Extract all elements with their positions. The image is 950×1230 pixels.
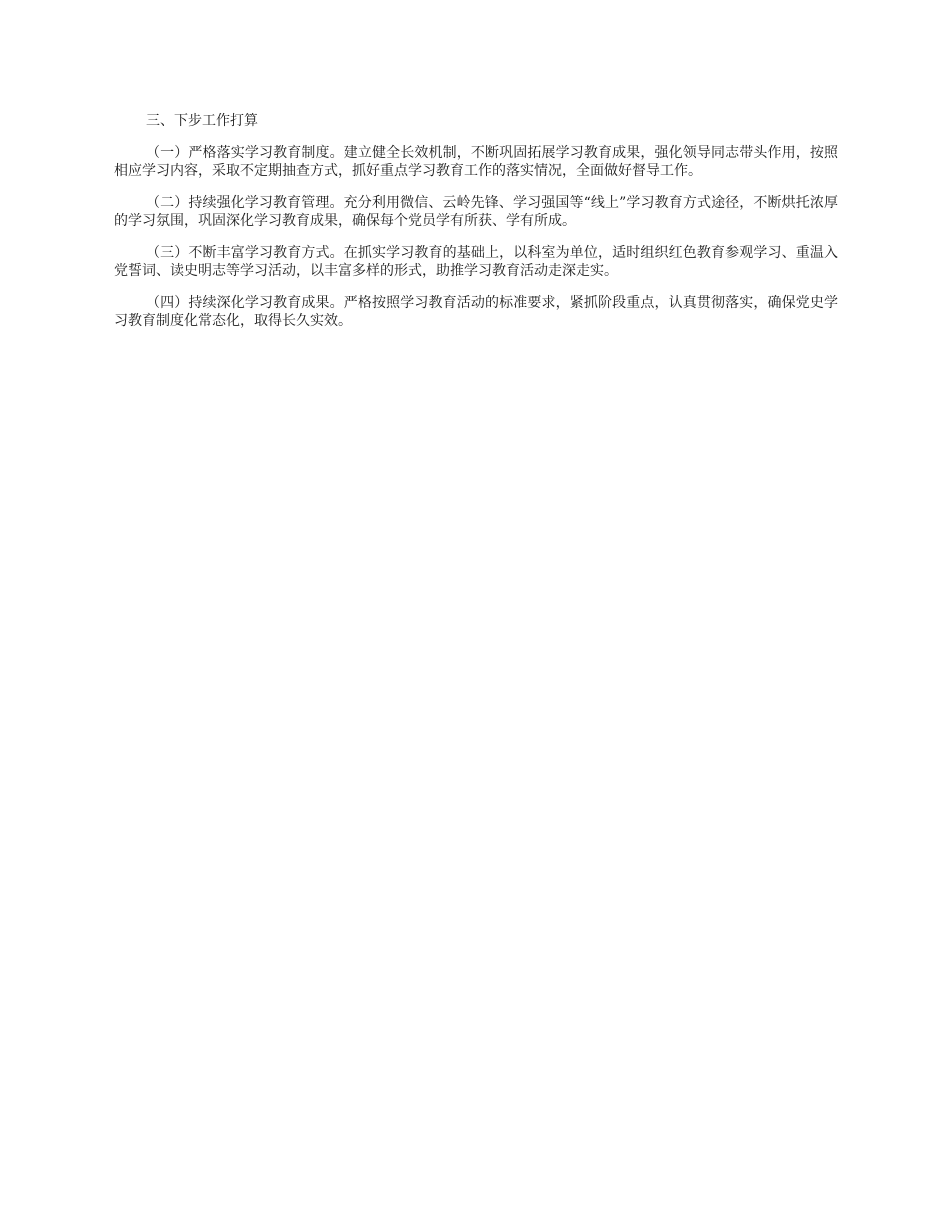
- paragraph-1: （一）严格落实学习教育制度。建立健全长效机制，不断巩固拓展学习教育成果，强化领导同志带头作用，按照相应学习内容，采取不定期抽查方式，抓好重点学习教育工作的落实情况，全面做好督导工作。: [114, 145, 838, 179]
- paragraph-3: （三）不断丰富学习教育方式。在抓实学习教育的基础上，以科室为单位，适时组织红色教育参观学习、重温入党誓词、读史明志等学习活动，以丰富多样的形式，助推学习教育活动走深走实。: [114, 245, 838, 279]
- paragraph-2: （二）持续强化学习教育管理。充分利用微信、云岭先锋、学习强国等“线上”学习教育方式途径，不断烘托浓厚的学习氛围，巩固深化学习教育成果，确保每个党员学有所获、学有所成。: [114, 195, 838, 229]
- paragraph-4: （四）持续深化学习教育成果。严格按照学习教育活动的标准要求，紧抓阶段重点，认真贯彻落实，确保党史学习教育制度化常态化，取得长久实效。: [114, 295, 838, 329]
- document-body: [114, 112, 838, 344]
- section-heading: 三、下步工作打算: [146, 113, 258, 129]
